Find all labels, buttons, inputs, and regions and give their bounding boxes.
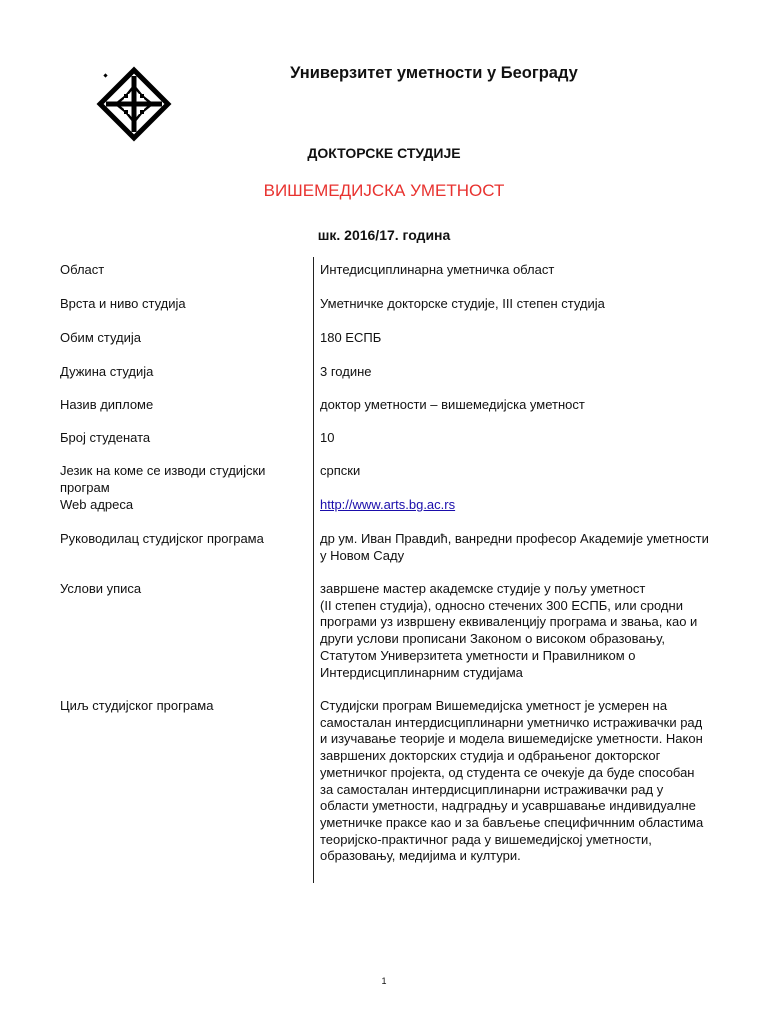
program-title: ВИШЕМЕДИЈСКА УМЕТНОСТ (263, 181, 505, 200)
row-label: Област (60, 262, 105, 277)
page-number: 1 (381, 976, 387, 986)
row-value: српски (320, 463, 361, 478)
row-value: 180 ЕСПБ (320, 330, 382, 345)
row-label: Услови уписа (60, 581, 142, 596)
row-label: Врста и ниво студија (60, 296, 186, 311)
row-label: Дужина студија (60, 364, 154, 379)
row-label: Број студената (60, 430, 151, 445)
academic-year: шк. 2016/17. година (317, 227, 451, 243)
column-divider (313, 257, 314, 883)
row-value: др ум. Иван Правдић, ванредни професор Академије уметности у Новом Саду (320, 531, 709, 563)
row-value: 3 године (320, 364, 372, 379)
row-label: Циљ студијског програма (60, 698, 214, 713)
row-value: завршене мастер академске студије у пољу уметност (II степен студија), односно стечених 300 ЕСПБ, или сродни програми уз извршену еквиваленцију програма и звања, као и други услови прописани Законом о високом образовању, Статутом Универзитета уметности и Правилником о Интердисциплинарним студијама (320, 581, 698, 680)
row-value: доктор уметности – вишемедијска уметност (320, 397, 585, 412)
row-value: Интедисциплинарна уметничка област (320, 262, 555, 277)
university-name: Универзитет уметности у Београду (290, 64, 578, 82)
study-level-heading: ДОКТОРСКЕ СТУДИЈЕ (307, 145, 461, 161)
row-label: Обим студија (60, 330, 142, 345)
row-label: Језик на коме се изводи студијски програм (60, 463, 266, 495)
row-label: Web адреса (60, 497, 134, 512)
row-value: Уметничке докторске студије, III степен студија (320, 296, 605, 311)
website-link[interactable]: http://www.arts.bg.ac.rs (320, 497, 456, 512)
row-value: 10 (320, 430, 335, 445)
row-label: Руководилац студијског програма (60, 531, 264, 546)
row-label: Назив дипломе (60, 397, 154, 412)
row-value: Студијски програм Вишемедијска уметност је усмерен на самосталан интердисциплинарни уметничко истраживачки рад и изучавање теорије и модела вишемедијске уметности. Након завршених докторских студија и одбрањеног докторског уметничког пројекта, од студента се очекује да буде способан за самосталан интердисциплинарни истраживачки рад у области уметности, надградњу и усавршавање индивидуалне уметничке праксе као и за бављење специфичнним областима теоријско-практичног рада у вишемедијској уметности, образовању, медијима и култури. (320, 698, 704, 864)
